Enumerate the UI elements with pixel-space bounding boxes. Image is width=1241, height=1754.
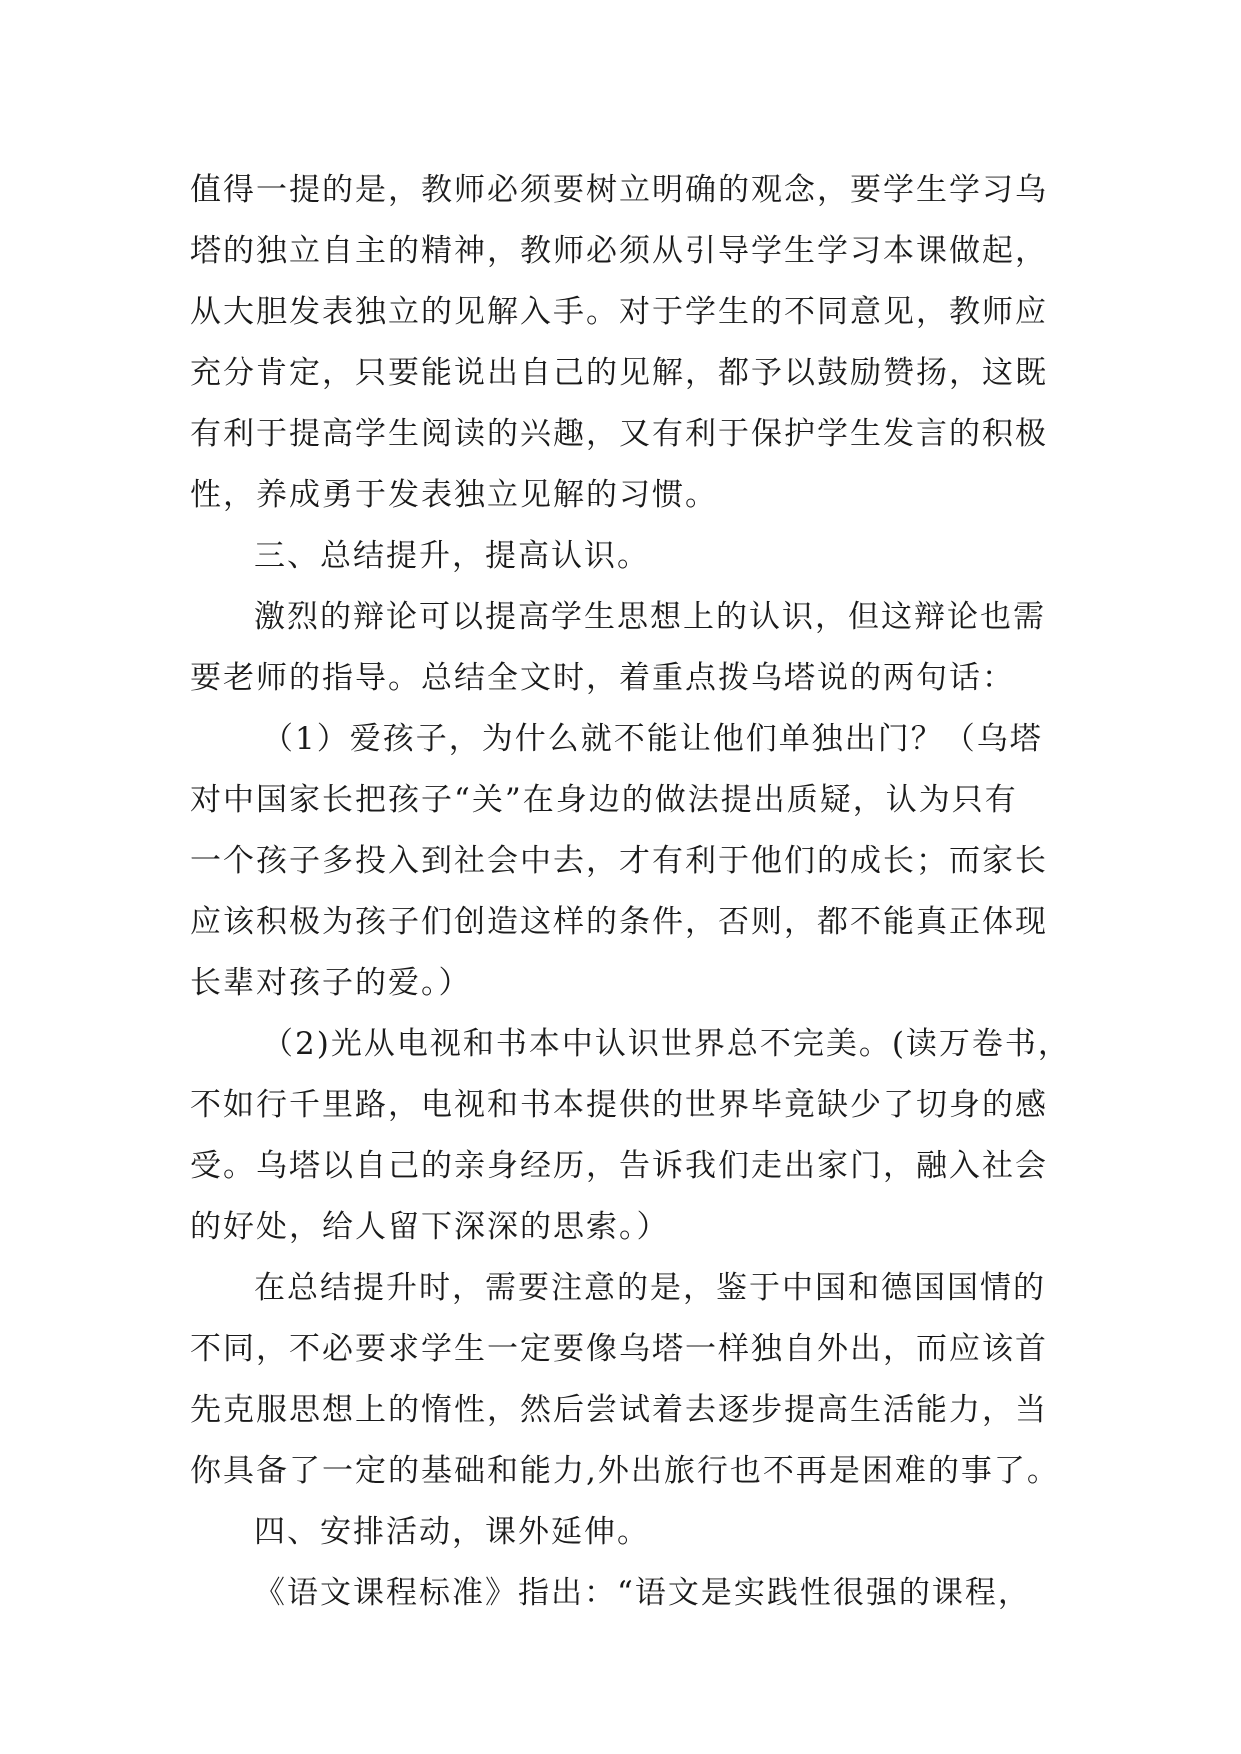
- text-line: 你具备了一定的基础和能力,外出旅行也不再是困难的事了。: [190, 1453, 1060, 1489]
- text-line: 在总结提升时，需要注意的是，鉴于中国和德国国情的: [254, 1270, 1046, 1306]
- text-line: 不如行千里路，电视和书本提供的世界毕竟缺少了切身的感: [190, 1087, 1048, 1123]
- text-line: 《语文课程标准》指出：“语文是实践性很强的课程，: [254, 1575, 1031, 1611]
- text-line: 从大胆发表独立的见解入手。对于学生的不同意见，教师应: [190, 294, 1048, 330]
- text-line: 不同，不必要求学生一定要像乌塔一样独自外出，而应该首: [190, 1331, 1048, 1367]
- text-line: 先克服思想上的惰性，然后尝试着去逐步提高生活能力，当: [190, 1392, 1048, 1428]
- text-line: 充分肯定，只要能说出自己的见解，都予以鼓励赞扬，这既: [190, 355, 1048, 391]
- text-line: 塔的独立自主的精神，教师必须从引导学生学习本课做起，: [190, 233, 1048, 269]
- text-line: 应该积极为孩子们创造这样的条件，否则，都不能真正体现: [190, 904, 1048, 940]
- text-line: 值得一提的是，教师必须要树立明确的观念，要学生学习乌: [190, 172, 1048, 208]
- text-line: 对中国家长把孩子“关”在身边的做法提出质疑，认为只有: [190, 782, 1018, 818]
- text-line: 受。乌塔以自己的亲身经历，告诉我们走出家门，融入社会: [190, 1148, 1048, 1184]
- text-line: 激烈的辩论可以提高学生思想上的认识，但这辩论也需: [254, 599, 1046, 635]
- text-line: （1）爱孩子，为什么就不能让他们单独出门？（乌塔: [262, 721, 1043, 757]
- text-line: 长辈对孩子的爱。）: [190, 965, 472, 1001]
- text-line: 的好处，给人留下深深的思索。）: [190, 1209, 670, 1245]
- text-line: 有利于提高学生阅读的兴趣，又有利于保护学生发言的积极: [190, 416, 1048, 452]
- text-line: 要老师的指导。总结全文时，着重点拨乌塔说的两句话：: [190, 660, 1015, 696]
- section-heading: 三、总结提升，提高认识。: [254, 538, 650, 574]
- text-line: 一个孩子多投入到社会中去，才有利于他们的成长；而家长: [190, 843, 1048, 879]
- section-heading: 四、安排活动，课外延伸。: [254, 1514, 650, 1550]
- text-line: 性，养成勇于发表独立见解的习惯。: [190, 477, 718, 513]
- text-line: （2)光从电视和书本中认识世界总不完美。(读万卷书，: [262, 1026, 1071, 1062]
- document-body: [190, 160, 1070, 1624]
